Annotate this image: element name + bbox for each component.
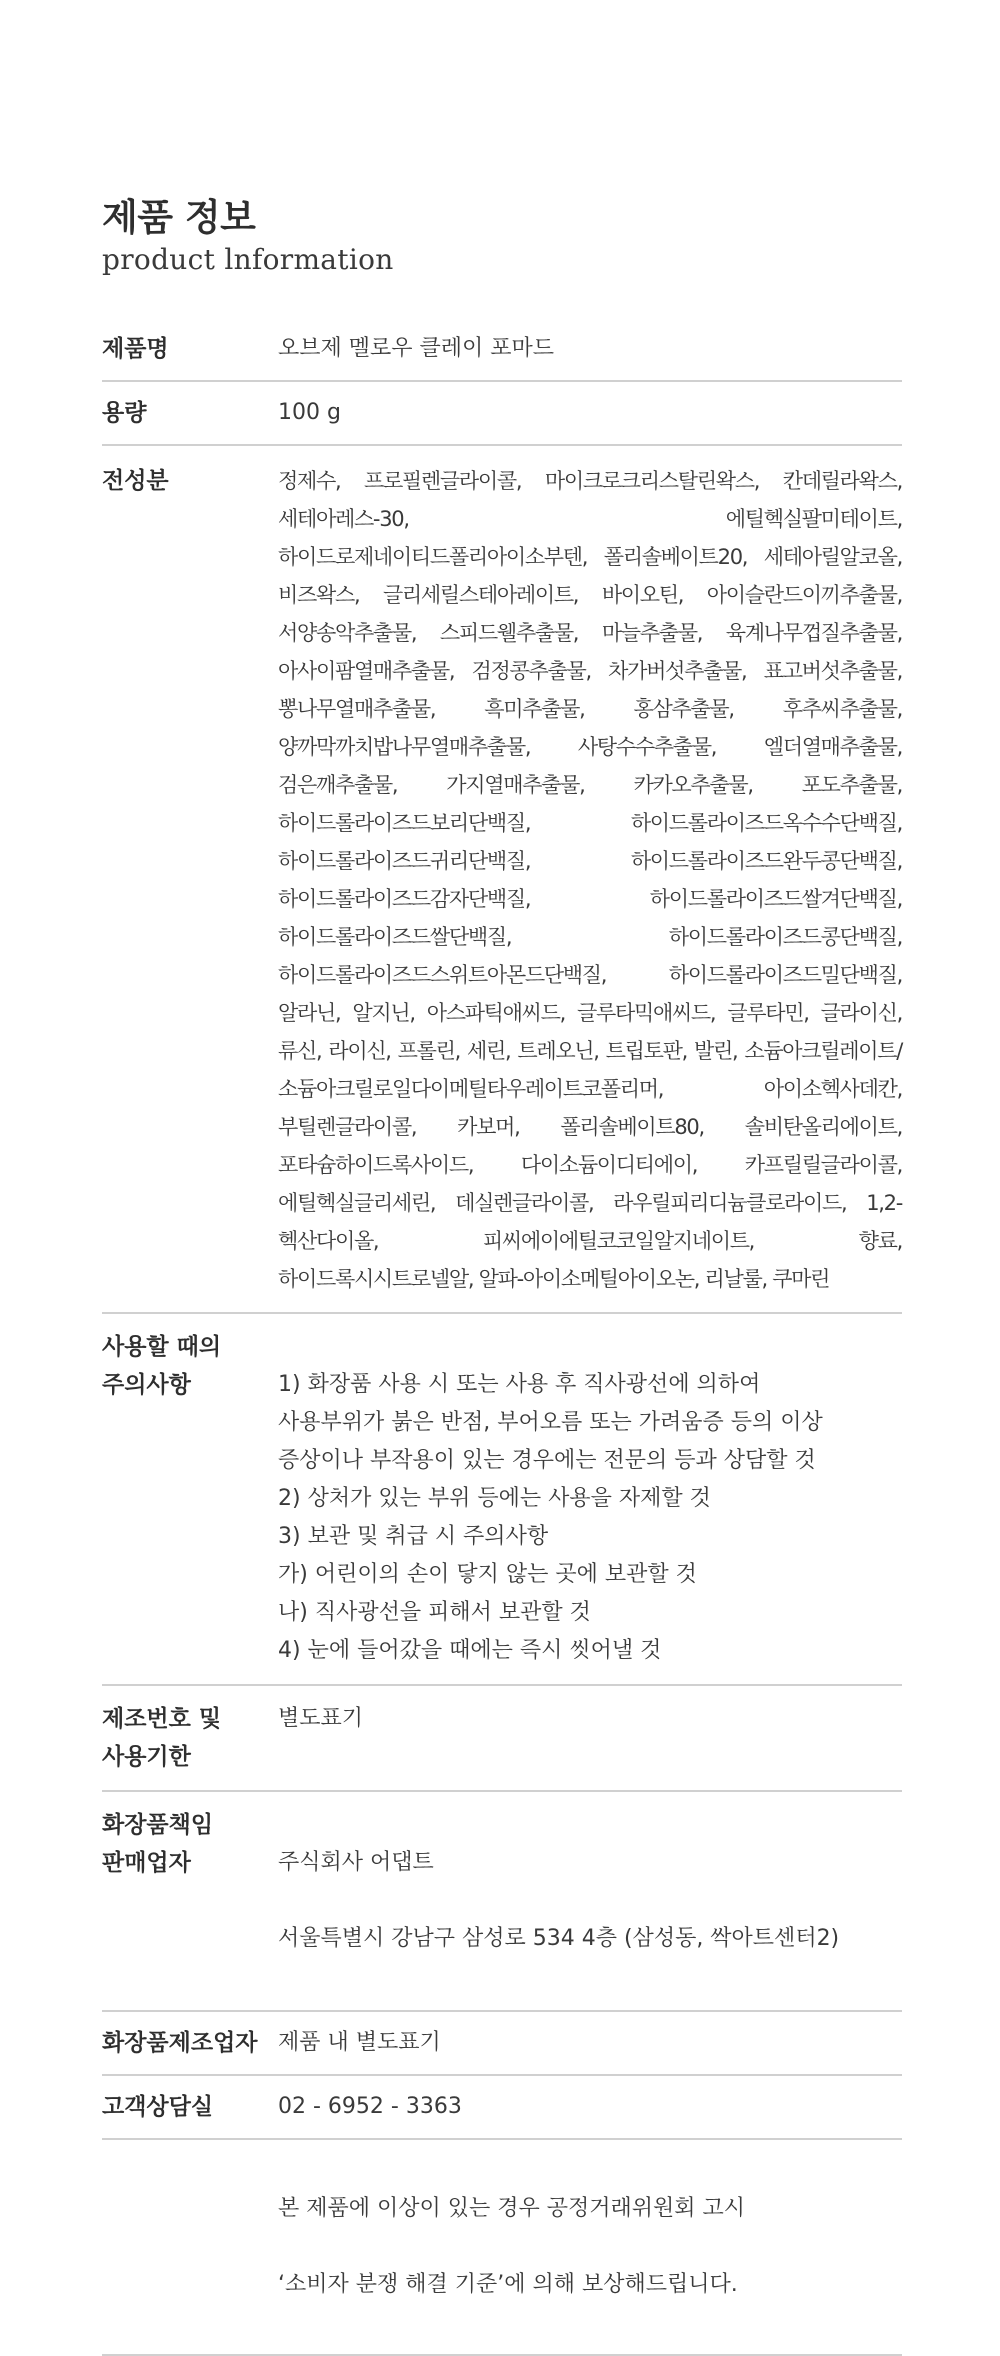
product-info-table	[102, 318, 902, 2356]
page-title: 제품 정보	[102, 196, 256, 239]
seller-company: 주식회사 어댑트	[278, 1850, 434, 1875]
notice-spacer	[102, 2152, 278, 2342]
row-customer-center	[102, 2076, 902, 2140]
cautions-label: 사용할 때의 주의사항	[102, 1334, 222, 1398]
volume-label: 용량	[102, 400, 147, 426]
caution-item: 3) 보관 및 취급 시 주의사항	[278, 1524, 549, 1549]
caution-item: 2) 상처가 있는 부위 등에는 사용을 자제할 것	[278, 1486, 711, 1511]
customer-center-phone: 02 - 6952 - 3363	[278, 2094, 462, 2119]
notice-line: 본 제품에 이상이 있는 경우 공정거래위원회 고시	[278, 2196, 746, 2221]
page-subtitle: product lnformation	[102, 243, 394, 276]
customer-center-label: 고객상담실	[102, 2094, 214, 2120]
ingredients-value: 정제수, 프로필렌글라이콜, 마이크로크리스탈린왁스, 칸데릴라왁스, 세테아레스-30, 에틸헥실팔미테이트, 하이드로제네이티드폴리아이소부텐, 폴리솔베이트20, 세테아릴알코올, 비즈왁스, 글리세릴스테아레이트, 바이오틴, 아이슬란드이끼추출물, 서양송악추출물, 스피드웰추출물, 마늘추출물, 육계나무껍질추출물, 아사이팜열매추출물, 검정콩추출물, 차가버섯추출물, 표고버섯추출물, 뽕나무열매추출물, 흑미추출물, 홍삼추출물, 후추씨추출물, 양까막까치밥나무열매추출물, 사탕수수추출물, 엘더열매추출물, 검은깨추출물, 가지열매추출물, 카카오추출물, 포도추출물, 하이드롤라이즈드보리단백질, 하이드롤라이즈드옥수수단백질, 하이드롤라이즈드귀리단백질, 하이드롤라이즈드완두콩단백질, 하이드롤라이즈드감자단백질, 하이드롤라이즈드쌀겨단백질, 하이드롤라이즈드쌀단백질, 하이드롤라이즈드콩단백질, 하이드롤라이즈드스위트아몬드단백질, 하이드롤라이즈드밀단백질, 알라닌, 알지닌, 아스파틱애씨드, 글루타믹애씨드, 글루타민, 글라이신, 류신, 라이신, 프롤린, 세린, 트레오닌, 트립토판, 발린, 소듐아크릴레이트/소듐아크릴로일다이메틸타우레이트코폴리머, 아이소헥사데칸, 부틸렌글라이콜, 카보머, 폴리솔베이트80, 솔비탄올리에이트, 포타슘하이드록사이드, 다이소듐이디티에이, 카프릴릴글라이콜, 에틸헥실글리세린, 데실렌글라이콜, 라우릴피리디늄클로라이드, 1,2-헥산다이올, 피씨에이에틸코코일알지네이트, 향료, 하이드록시시트로넬알, 알파-아이소메틸아이오논, 리날룰, 쿠마린	[278, 469, 902, 1291]
caution-item: 1) 화장품 사용 시 또는 사용 후 직사광선에 의하여	[278, 1372, 761, 1397]
row-notice	[102, 2140, 902, 2356]
caution-item: 사용부위가 붉은 반점, 부어오름 또는 가려움증 등의 이상	[278, 1410, 823, 1435]
caution-item: 나) 직사광선을 피해서 보관할 것	[278, 1600, 591, 1625]
notice-text	[278, 2152, 902, 2342]
ingredients-label: 전성분	[102, 468, 169, 494]
product-name-label: 제품명	[102, 336, 169, 362]
volume-value: 100 g	[278, 400, 341, 425]
seller-address: 서울특별시 강남구 삼성로 534 4층 (삼성동, 싹아트센터2)	[278, 1926, 840, 1951]
seller-value	[278, 1806, 902, 1996]
caution-item: 증상이나 부작용이 있는 경우에는 전문의 등과 상담할 것	[278, 1448, 816, 1473]
notice-line: ‘소비자 분쟁 해결 기준’에 의해 보상해드립니다.	[278, 2272, 738, 2297]
manufacturer-label: 화장품제조업자	[102, 2030, 258, 2056]
row-manufacture-expiry	[102, 1686, 902, 1792]
manufacture-value: 별도표기	[278, 1706, 364, 1731]
product-name-value: 오브제 멜로우 클레이 포마드	[278, 336, 555, 361]
row-manufacturer	[102, 2012, 902, 2076]
cautions-list	[278, 1328, 902, 1670]
row-responsible-seller	[102, 1792, 902, 2012]
seller-label: 화장품책임 판매업자	[102, 1812, 214, 1876]
row-volume	[102, 382, 902, 446]
caution-item: 가) 어린이의 손이 닿지 않는 곳에 보관할 것	[278, 1562, 697, 1587]
manufacturer-value: 제품 내 별도표기	[278, 2030, 441, 2055]
row-cautions	[102, 1314, 902, 1686]
manufacture-label: 제조번호 및 사용기한	[102, 1706, 222, 1770]
row-ingredients	[102, 446, 902, 1314]
row-product-name	[102, 318, 902, 382]
caution-item: 4) 눈에 들어갔을 때에는 즉시 씻어낼 것	[278, 1638, 662, 1663]
